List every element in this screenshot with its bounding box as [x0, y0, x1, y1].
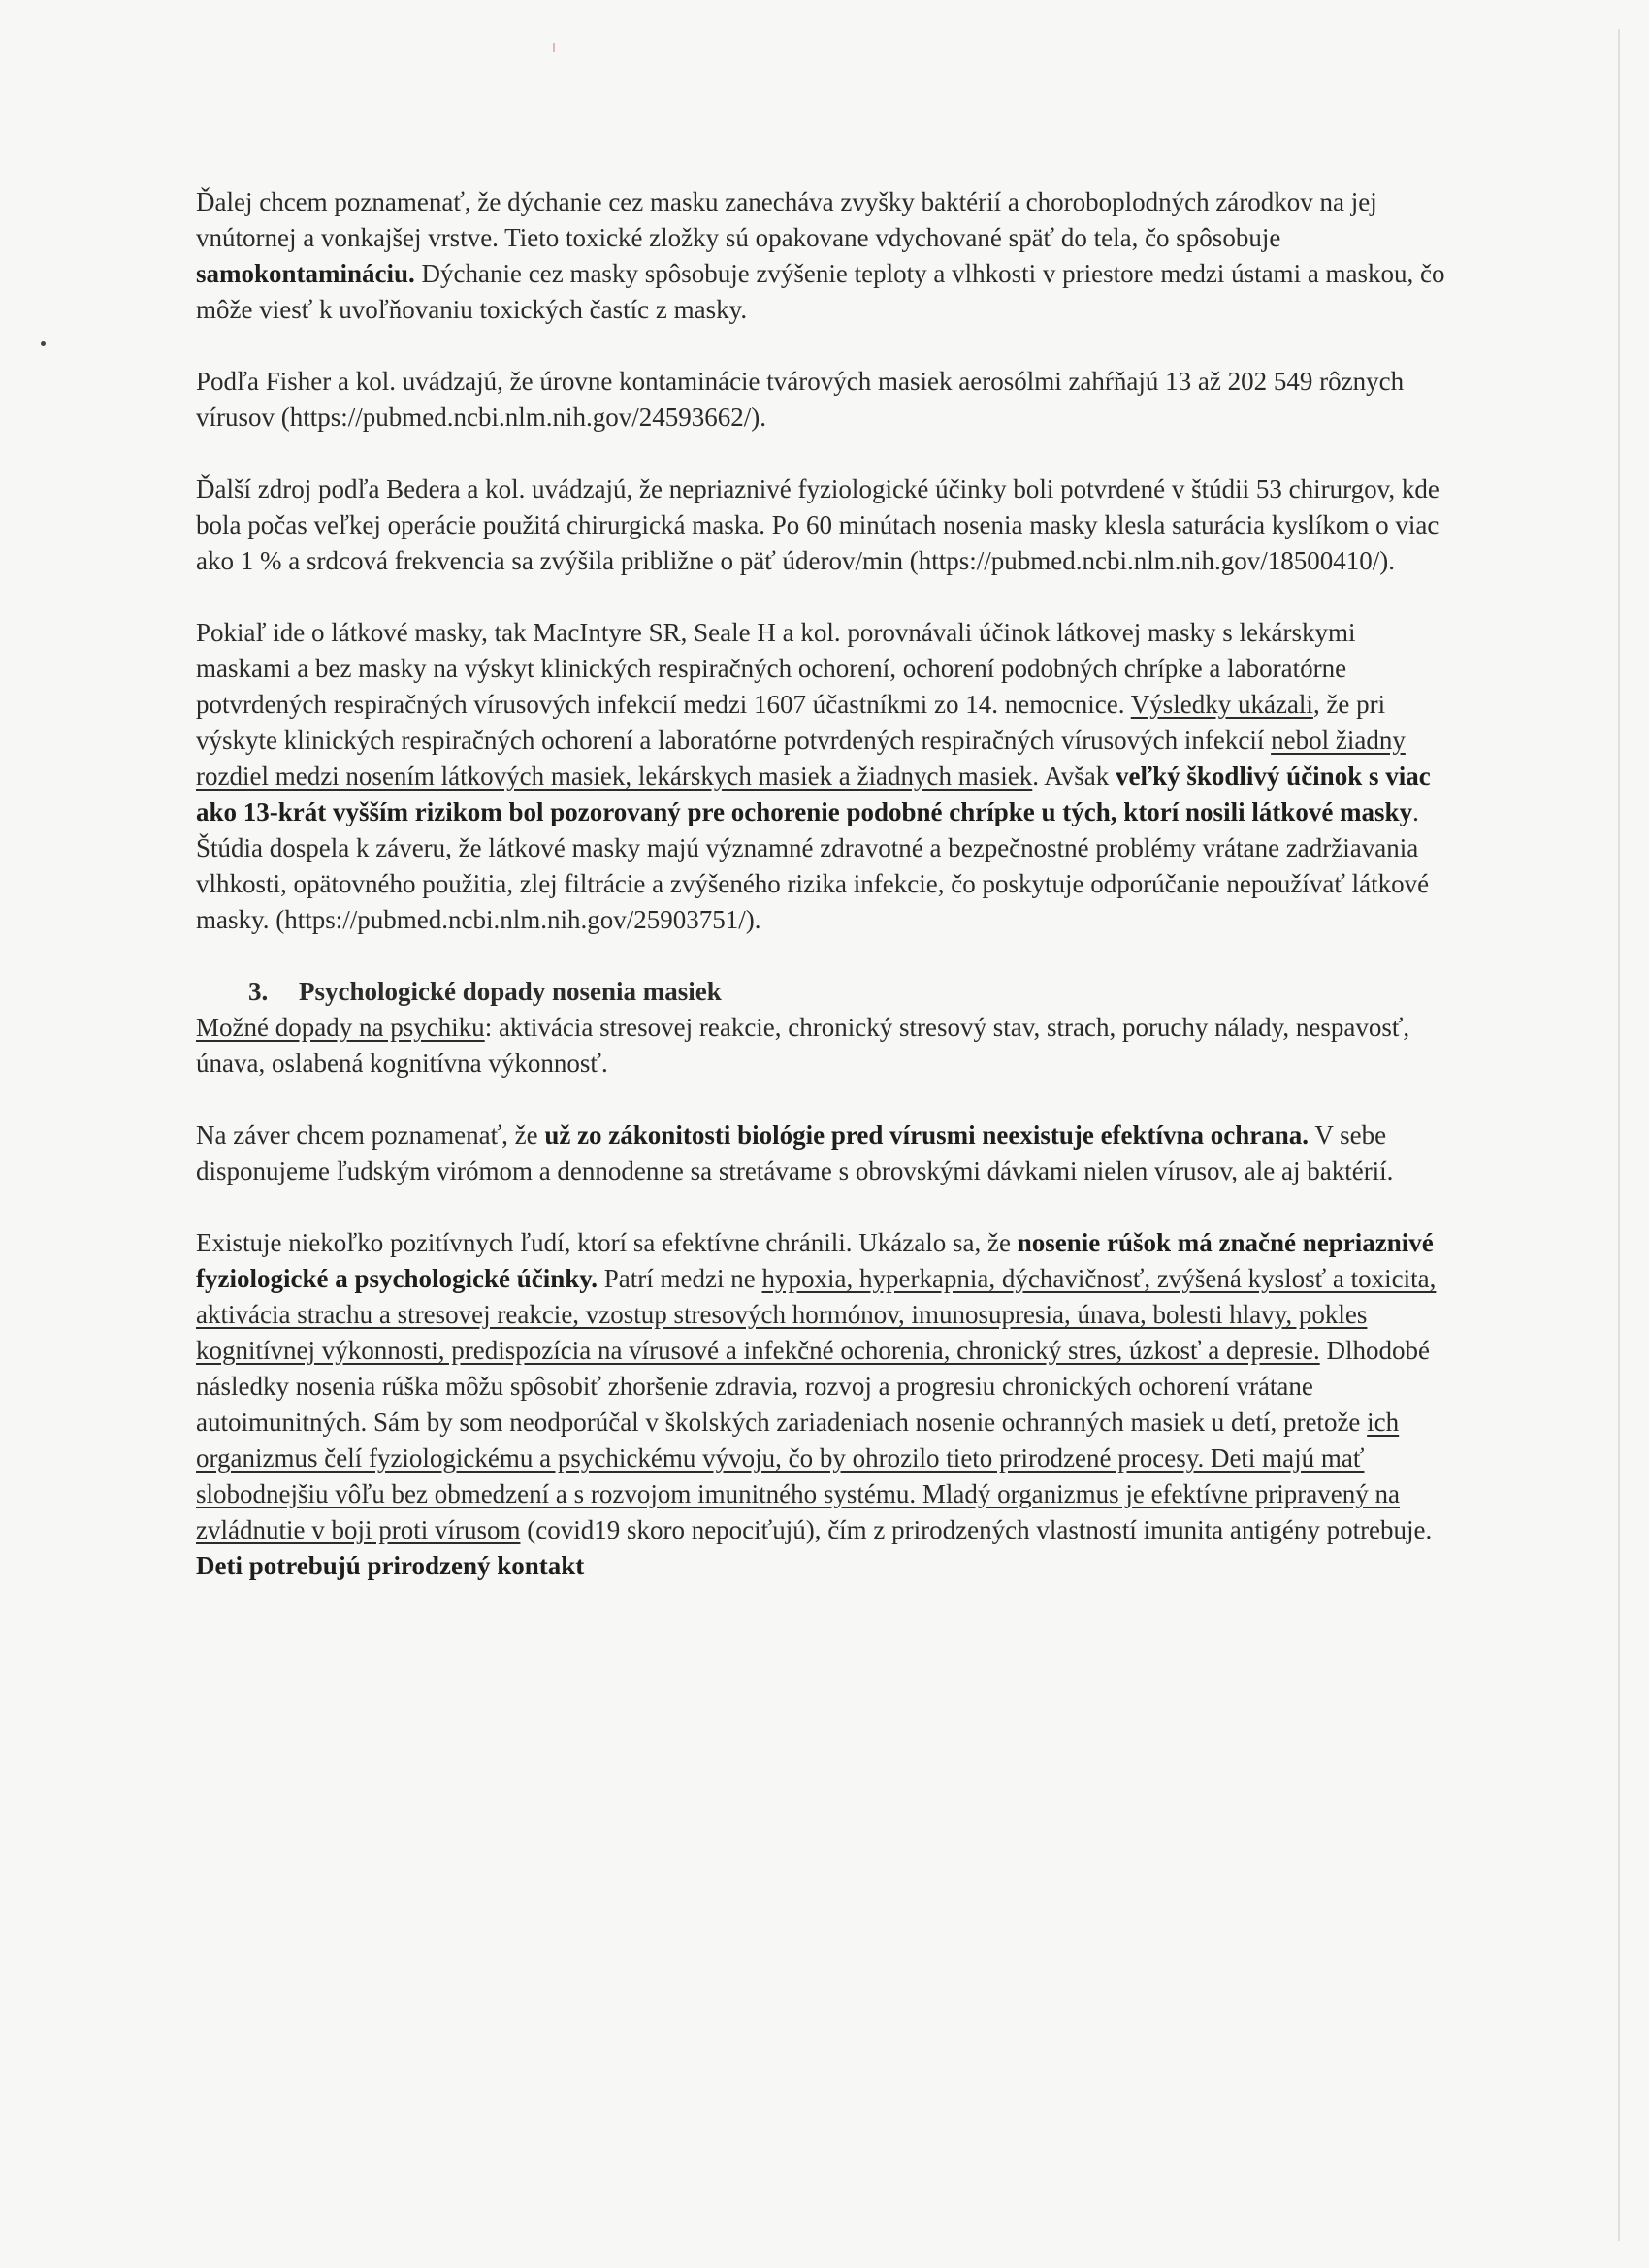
- underlined-text: hypoxia, hyperkapnia, dýchavičnosť, zvýšená kyslosť a toxicita, aktivácia strachu a stresovej reakcie, vzostup stresových hormónov, imunosupresia, únava, bolesti hlavy, pokles kognitívnej výkonnosti, predispozícia na vírusové a infekčné ochorenia, chronický stres, úzkosť a depresie.: [196, 1264, 1437, 1365]
- underlined-text: Možné dopady na psychiku: [196, 1013, 485, 1042]
- section-number: 3.: [248, 977, 269, 1006]
- paragraph-psychological-impacts: [196, 1010, 1447, 1082]
- text-run: Na záver chcem poznamenať, že: [196, 1120, 545, 1150]
- text-run: Dlhodobé následky nosenia rúška môžu spôsobiť zhoršenie zdravia, rozvoj a progresiu chronických ochorení vrátane autoimunitných. Sám by som neodporúčal v školských zariadeniach nosenie ochranných masiek u detí, pretože: [196, 1336, 1430, 1437]
- bold-text: už zo zákonitosti biológie pred vírusmi neexistuje efektívna ochrana.: [544, 1120, 1310, 1150]
- text-run: , že pri výskyte klinických respiračných ochorení a laboratórne potvrdených respiračných vírusových infekcií: [196, 690, 1386, 755]
- document-body: [196, 184, 1447, 1620]
- bold-text: veľký škodlivý účinok s viac ako 13-krát vyšším rizikom bol pozorovaný pre ochorenie podobné chrípke u tých, ktorí nosili látkové masky: [196, 761, 1431, 826]
- margin-dot: [41, 341, 46, 346]
- paragraph-cloth-masks-study: [196, 615, 1447, 938]
- underlined-text: ich organizmus čelí fyziologickému a psychickému vývoju, čo by ohrozilo tieto prirodzené procesy. Deti majú mať slobodnejšiu vôľu bez obmedzení a s rozvojom imunitného systému. Mladý organizmus je efektívne pripravený na zvládnutie v boji proti vírusom: [196, 1408, 1400, 1544]
- page-edge-shadow: [1618, 29, 1620, 2241]
- section-title: Psychologické dopady nosenia masiek: [299, 977, 722, 1006]
- text-run: (covid19 skoro nepociťujú), čím z prirodzených vlastností imunita antigény potrebuje.: [520, 1515, 1433, 1544]
- underlined-text: nebol žiadny rozdiel medzi nosením látkových masiek, lekárskych masiek a žiadnych masiek: [196, 726, 1406, 791]
- text-run: . Štúdia dospela k záveru, že látkové masky majú významné zdravotné a bezpečnostné problémy vrátane zadržiavania vlhkosti, opätovného použitia, zlej filtrácie a zvýšeného rizika infekcie, čo poskytuje odporúčanie nepoužívať látkové masky. (https://pubmed.ncbi.nlm.nih.gov/25903751/).: [196, 797, 1430, 934]
- paragraph-effects-children: [196, 1225, 1447, 1584]
- text-run: V sebe disponujeme ľudským virómom a dennodenne sa stretávame s obrovskými dávkami nielen vírusov, ale aj baktérií.: [196, 1120, 1394, 1185]
- text-run: Pokiaľ ide o látkové masky, tak MacIntyre SR, Seale H a kol. porovnávali účinok látkovej masky s lekárskymi maskami a bez masky na výskyt klinických respiračných ochorení, ochorení podobných chrípke a laboratórne potvrdených respiračných vírusových infekcií medzi 1607 účastníkmi zo 14. nemocnice.: [196, 618, 1356, 719]
- bold-text: Deti potrebujú prirodzený kontakt: [196, 1551, 585, 1580]
- underlined-text: Výsledky ukázali: [1130, 690, 1313, 719]
- text-run: Ďalej chcem poznamenať, že dýchanie cez masku zanecháva zvyšky baktérií a choroboplodných zárodkov na jej vnútornej a vonkajšej vrstve. Tieto toxické zložky sú opakovane vdychované späť do tela, čo spôsobuje: [196, 187, 1377, 252]
- bold-text: samokontamináciu.: [196, 259, 415, 288]
- bold-text: nosenie rúšok má značné nepriaznivé fyziologické a psychologické účinky.: [196, 1228, 1434, 1293]
- paragraph-fisher-study: [196, 364, 1447, 436]
- paragraph-conclusion-biology: [196, 1118, 1447, 1189]
- text-run: Existuje niekoľko pozitívnych ľudí, ktorí sa efektívne chránili. Ukázalo sa, že: [196, 1228, 1018, 1257]
- section-heading-psychological: [196, 974, 1447, 1010]
- text-run: Dýchanie cez masky spôsobuje zvýšenie teploty a vlhkosti v priestore medzi ústami a maskou, čo môže viesť k uvoľňovaniu toxických častíc z masky.: [196, 259, 1445, 324]
- text-run: . Avšak: [1032, 761, 1116, 791]
- paragraph-bedera-study: [196, 471, 1447, 579]
- text-run: : aktivácia stresovej reakcie, chronický stresový stav, strach, poruchy nálady, nespavosť, únava, oslabená kognitívna výkonnosť.: [196, 1013, 1410, 1078]
- scan-artifact-mark: [553, 43, 555, 52]
- text-run: Ďalší zdroj podľa Bedera a kol. uvádzajú, že nepriaznivé fyziologické účinky boli potvrdené v štúdii 53 chirurgov, kde bola počas veľkej operácie použitá chirurgická maska. Po 60 minútach nosenia masky klesla saturácia kyslíkom o viac ako 1 % a srdcová frekvencia sa zvýšila približne o päť úderov/min (https://pubmed.ncbi.nlm.nih.gov/18500410/).: [196, 474, 1439, 575]
- text-run: Patrí medzi ne: [598, 1264, 762, 1293]
- paragraph-respiratory-contamination: [196, 184, 1447, 328]
- text-run: Podľa Fisher a kol. uvádzajú, že úrovne kontaminácie tvárových masiek aerosólmi zahŕňajú 13 až 202 549 rôznych vírusov (https://pubmed.ncbi.nlm.nih.gov/24593662/).: [196, 367, 1405, 432]
